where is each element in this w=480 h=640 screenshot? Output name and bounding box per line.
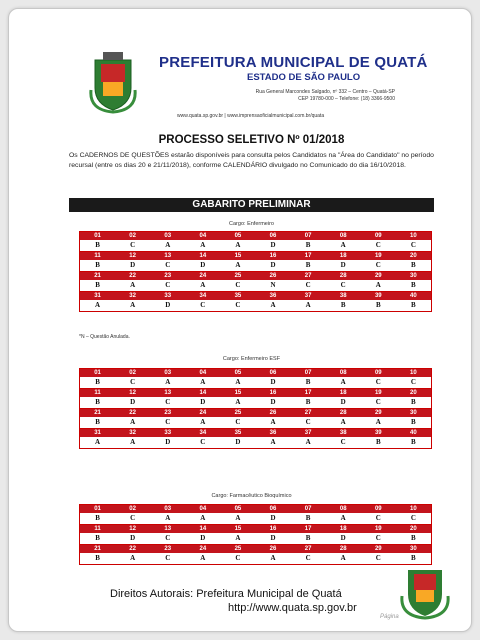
copyright-text: Direitos Autorais: Prefeitura Municipal de Quatá (110, 588, 342, 600)
watermark-crest-icon (398, 562, 452, 620)
municipal-crest-icon (89, 50, 137, 114)
answer-letter: B (411, 398, 416, 406)
question-number: 34 (199, 293, 207, 299)
question-number: 31 (94, 293, 101, 299)
question-number: 39 (374, 293, 382, 299)
question-number: 21 (94, 273, 101, 279)
question-number: 40 (410, 293, 417, 299)
answer-letter: B (411, 438, 416, 446)
question-number: 18 (339, 526, 347, 532)
answer-letter: A (130, 301, 136, 309)
question-number-row (80, 292, 431, 300)
answer-letter: B (305, 534, 311, 542)
question-number: 14 (199, 526, 207, 532)
answer-letter: A (165, 241, 171, 249)
answer-letter: A (235, 398, 241, 406)
question-number: 06 (269, 370, 277, 376)
answer-letter: C (375, 534, 381, 542)
answer-letter: A (200, 554, 206, 562)
question-number: 21 (94, 410, 101, 416)
question-number: 11 (94, 253, 101, 259)
question-number: 04 (199, 233, 207, 239)
question-number: 16 (269, 526, 277, 532)
gabarito-title-bar: GABARITO PRELIMINAR (69, 198, 434, 212)
question-number: 14 (199, 253, 207, 259)
answer-letter: C (375, 514, 381, 522)
question-number-row (80, 545, 431, 553)
answer-letter: C (200, 438, 206, 446)
answer-letter: D (270, 378, 276, 386)
answer-letter: B (95, 554, 100, 562)
question-number: 03 (164, 233, 172, 239)
cargo-label: Cargo: Enfermeiro (229, 221, 274, 227)
question-number: 18 (339, 253, 347, 259)
answer-letter: A (235, 261, 241, 269)
question-number: 01 (94, 233, 101, 239)
answer-letter: A (200, 241, 206, 249)
answer-letter: C (130, 241, 136, 249)
answer-letter: C (305, 281, 311, 289)
answer-table (79, 504, 432, 565)
answer-letter: C (375, 261, 381, 269)
question-number: 34 (199, 430, 207, 436)
answer-row (80, 513, 431, 525)
answer-letter: C (410, 378, 416, 386)
question-number: 13 (164, 390, 172, 396)
answer-letter: B (95, 514, 100, 522)
answer-letter: B (411, 554, 416, 562)
question-number: 06 (269, 233, 277, 239)
question-number: 20 (410, 390, 417, 396)
question-number: 02 (129, 506, 136, 512)
answer-letter: B (411, 418, 416, 426)
question-number: 19 (374, 526, 382, 532)
question-number: 32 (129, 430, 136, 436)
question-number: 17 (304, 390, 312, 396)
question-number: 05 (234, 506, 242, 512)
answer-letter: A (200, 281, 206, 289)
question-number: 13 (164, 526, 172, 532)
question-number: 05 (234, 233, 242, 239)
answer-letter: D (270, 398, 276, 406)
answer-letter: D (200, 534, 206, 542)
question-number-row (80, 429, 431, 437)
answer-letter: A (375, 281, 381, 289)
answer-letter: C (130, 514, 136, 522)
question-number: 26 (269, 273, 277, 279)
answer-row (80, 533, 431, 545)
answer-letter: B (95, 261, 100, 269)
question-number-row (80, 525, 431, 533)
question-number: 01 (94, 506, 101, 512)
question-number: 40 (410, 430, 417, 436)
question-number: 19 (374, 253, 382, 259)
answer-letter: D (340, 261, 346, 269)
answer-letter: C (340, 438, 346, 446)
annulled-note: *N – Questão Anulada. (79, 334, 130, 340)
question-number: 28 (339, 410, 347, 416)
question-number: 01 (94, 370, 101, 376)
answer-row (80, 377, 431, 389)
question-number: 35 (234, 293, 242, 299)
answer-row (80, 553, 431, 564)
question-number: 10 (410, 370, 417, 376)
question-number: 16 (269, 253, 277, 259)
answer-letter: C (375, 241, 381, 249)
answer-letter: A (305, 438, 311, 446)
question-number-row (80, 369, 431, 377)
question-number-row (80, 232, 431, 240)
answer-letter: A (270, 554, 276, 562)
answer-letter: D (130, 534, 136, 542)
header-subtitle: ESTADO DE SÃO PAULO (247, 72, 361, 83)
question-number: 08 (339, 370, 347, 376)
question-number: 03 (164, 370, 172, 376)
question-number: 17 (304, 526, 312, 532)
question-number: 29 (374, 410, 382, 416)
address-line-1: Rua General Marcondes Salgado, nº 332 – Centro – Quatá-SP (255, 89, 395, 95)
answer-letter: D (270, 534, 276, 542)
question-number: 15 (234, 390, 242, 396)
question-number: 26 (269, 410, 277, 416)
answer-letter: C (200, 301, 206, 309)
question-number: 33 (164, 293, 172, 299)
question-number-row (80, 505, 431, 513)
question-number: 28 (339, 546, 347, 552)
answer-letter: C (305, 418, 311, 426)
answer-row (80, 280, 431, 292)
document-page (69, 38, 434, 628)
question-number: 15 (234, 253, 242, 259)
answer-letter: A (305, 301, 311, 309)
question-number: 19 (374, 390, 382, 396)
answer-letter: B (305, 514, 311, 522)
question-number: 07 (304, 233, 312, 239)
question-number: 23 (164, 546, 172, 552)
question-number: 29 (374, 273, 382, 279)
question-number: 12 (129, 526, 136, 532)
answer-letter: A (165, 514, 171, 522)
answer-letter: A (130, 554, 136, 562)
answer-letter: A (340, 514, 346, 522)
answer-table (79, 368, 432, 449)
question-number: 27 (304, 273, 312, 279)
answer-letter: B (411, 281, 416, 289)
question-number: 23 (164, 273, 172, 279)
answer-letter: B (95, 418, 100, 426)
answer-letter: B (95, 281, 100, 289)
question-number: 02 (129, 370, 136, 376)
question-number-row (80, 409, 431, 417)
answer-letter: A (130, 438, 136, 446)
answer-letter: B (411, 534, 416, 542)
answer-letter: D (200, 398, 206, 406)
answer-letter: B (375, 438, 381, 446)
question-number: 17 (304, 253, 312, 259)
answer-letter: B (95, 398, 100, 406)
answer-letter: C (165, 554, 171, 562)
answer-row (80, 260, 431, 272)
answer-letter: C (235, 281, 241, 289)
answer-letter: B (95, 241, 100, 249)
question-number: 24 (199, 273, 207, 279)
answer-letter: C (165, 281, 171, 289)
question-number: 20 (410, 253, 417, 259)
question-number: 10 (410, 506, 417, 512)
answer-letter: A (270, 418, 276, 426)
question-number: 25 (234, 410, 242, 416)
answer-letter: C (235, 554, 241, 562)
cargo-label: Cargo: Farmacêutico Bioquímico (211, 493, 292, 499)
question-number: 09 (374, 233, 382, 239)
header-web-links: www.quata.sp.gov.br | www.imprensaoficialmunicipal.com.br/quata (177, 113, 325, 119)
answer-letter: B (305, 398, 311, 406)
answer-letter: A (95, 301, 101, 309)
answer-letter: C (235, 418, 241, 426)
answer-letter: A (375, 418, 381, 426)
question-number-row (80, 389, 431, 397)
question-number: 14 (199, 390, 207, 396)
question-number: 36 (269, 430, 277, 436)
answer-letter: C (305, 554, 311, 562)
question-number: 08 (339, 233, 347, 239)
question-number: 13 (164, 253, 172, 259)
answer-letter: B (95, 534, 100, 542)
answer-letter: C (410, 241, 416, 249)
question-number: 28 (339, 273, 347, 279)
answer-letter: C (375, 378, 381, 386)
answer-letter: C (165, 418, 171, 426)
question-number: 04 (199, 370, 207, 376)
answer-letter: A (340, 554, 346, 562)
question-number: 10 (410, 233, 417, 239)
question-number: 11 (94, 526, 101, 532)
question-number: 23 (164, 410, 172, 416)
question-number: 31 (94, 430, 101, 436)
question-number: 37 (304, 430, 312, 436)
answer-letter: D (130, 261, 136, 269)
answer-letter: N (270, 281, 276, 289)
question-number: 24 (199, 410, 207, 416)
answer-letter: C (410, 514, 416, 522)
cargo-label: Cargo: Enfermeiro ESF (222, 356, 281, 362)
answer-row (80, 397, 431, 409)
answer-letter: C (235, 301, 241, 309)
answer-letter: A (235, 378, 241, 386)
answer-letter: A (200, 418, 206, 426)
question-number: 16 (269, 390, 277, 396)
answer-letter: B (340, 301, 346, 309)
question-number: 36 (269, 293, 277, 299)
answer-letter: D (235, 438, 241, 446)
question-number: 29 (374, 546, 382, 552)
answer-letter: A (270, 301, 276, 309)
question-number: 08 (339, 506, 347, 512)
question-number: 22 (129, 546, 136, 552)
answer-letter: A (165, 378, 171, 386)
question-number: 02 (129, 233, 136, 239)
answer-letter: D (270, 261, 276, 269)
question-number: 39 (374, 430, 382, 436)
process-text: Os CADERNOS DE QUESTÕES estarão disponíveis para consulta pelos Candidatos na "Área do Candidato" no período recursal (entre os dias 20 e 21/11/2018), conforme CALENDÁRIO divulgado no Comunicado do dia 16/10/2018. (69, 152, 434, 169)
question-number: 35 (234, 430, 242, 436)
question-number: 04 (199, 506, 207, 512)
answer-letter: C (165, 398, 171, 406)
question-number: 25 (234, 546, 242, 552)
question-number: 38 (339, 293, 347, 299)
answer-letter: C (340, 281, 346, 289)
question-number: 22 (129, 410, 136, 416)
answer-letter: C (375, 398, 381, 406)
header-title: PREFEITURA MUNICIPAL DE QUATÁ (159, 54, 428, 71)
question-number: 05 (234, 370, 242, 376)
copyright-url: http://www.quata.sp.gov.br (228, 602, 357, 614)
answer-letter: D (165, 301, 171, 309)
question-number: 26 (269, 546, 277, 552)
answer-letter: C (130, 378, 136, 386)
answer-letter: D (165, 438, 171, 446)
question-number: 18 (339, 390, 347, 396)
question-number: 21 (94, 546, 101, 552)
question-number: 27 (304, 546, 312, 552)
answer-letter: A (130, 418, 136, 426)
question-number: 09 (374, 506, 382, 512)
answer-letter: B (305, 241, 311, 249)
answer-letter: D (340, 534, 346, 542)
answer-table (79, 231, 432, 312)
answer-letter: A (270, 438, 276, 446)
question-number: 30 (410, 546, 417, 552)
question-number: 11 (94, 390, 101, 396)
question-number: 37 (304, 293, 312, 299)
answer-letter: A (200, 514, 206, 522)
question-number: 24 (199, 546, 207, 552)
process-title: PROCESSO SELETIVO Nº 01/2018 (158, 134, 345, 146)
question-number: 07 (304, 370, 312, 376)
question-number: 15 (234, 526, 242, 532)
answer-letter: B (411, 301, 416, 309)
answer-letter: A (340, 378, 346, 386)
question-number: 30 (410, 273, 417, 279)
question-number: 06 (269, 506, 277, 512)
answer-letter: B (305, 378, 311, 386)
answer-letter: B (305, 261, 311, 269)
question-number: 20 (410, 526, 417, 532)
answer-letter: B (375, 301, 381, 309)
answer-letter: C (165, 261, 171, 269)
answer-row (80, 417, 431, 429)
answer-letter: D (340, 398, 346, 406)
question-number: 38 (339, 430, 347, 436)
answer-letter: D (200, 261, 206, 269)
question-number: 25 (234, 273, 242, 279)
question-number: 32 (129, 293, 136, 299)
answer-letter: B (95, 378, 100, 386)
question-number-row (80, 272, 431, 280)
header-address (195, 89, 395, 103)
answer-letter: A (130, 281, 136, 289)
question-number: 27 (304, 410, 312, 416)
answer-letter: A (340, 241, 346, 249)
answer-letter: D (130, 398, 136, 406)
answer-letter: A (235, 514, 241, 522)
answer-row (80, 240, 431, 252)
page-label: Página (380, 614, 399, 620)
answer-letter: A (200, 378, 206, 386)
answer-letter: A (235, 534, 241, 542)
answer-letter: D (270, 241, 276, 249)
question-number: 12 (129, 390, 136, 396)
answer-row (80, 437, 431, 448)
question-number-row (80, 252, 431, 260)
question-number: 30 (410, 410, 417, 416)
question-number: 07 (304, 506, 312, 512)
question-number: 09 (374, 370, 382, 376)
question-number: 22 (129, 273, 136, 279)
answer-letter: B (411, 261, 416, 269)
answer-letter: A (95, 438, 101, 446)
answer-row (80, 300, 431, 311)
answer-letter: D (270, 514, 276, 522)
question-number: 03 (164, 506, 172, 512)
answer-letter: C (165, 534, 171, 542)
answer-letter: A (235, 241, 241, 249)
question-number: 33 (164, 430, 172, 436)
question-number: 12 (129, 253, 136, 259)
answer-letter: C (375, 554, 381, 562)
address-line-2: CEP 19780-000 – Telefone: (18) 3366-9500 (298, 96, 395, 102)
answer-letter: A (340, 418, 346, 426)
